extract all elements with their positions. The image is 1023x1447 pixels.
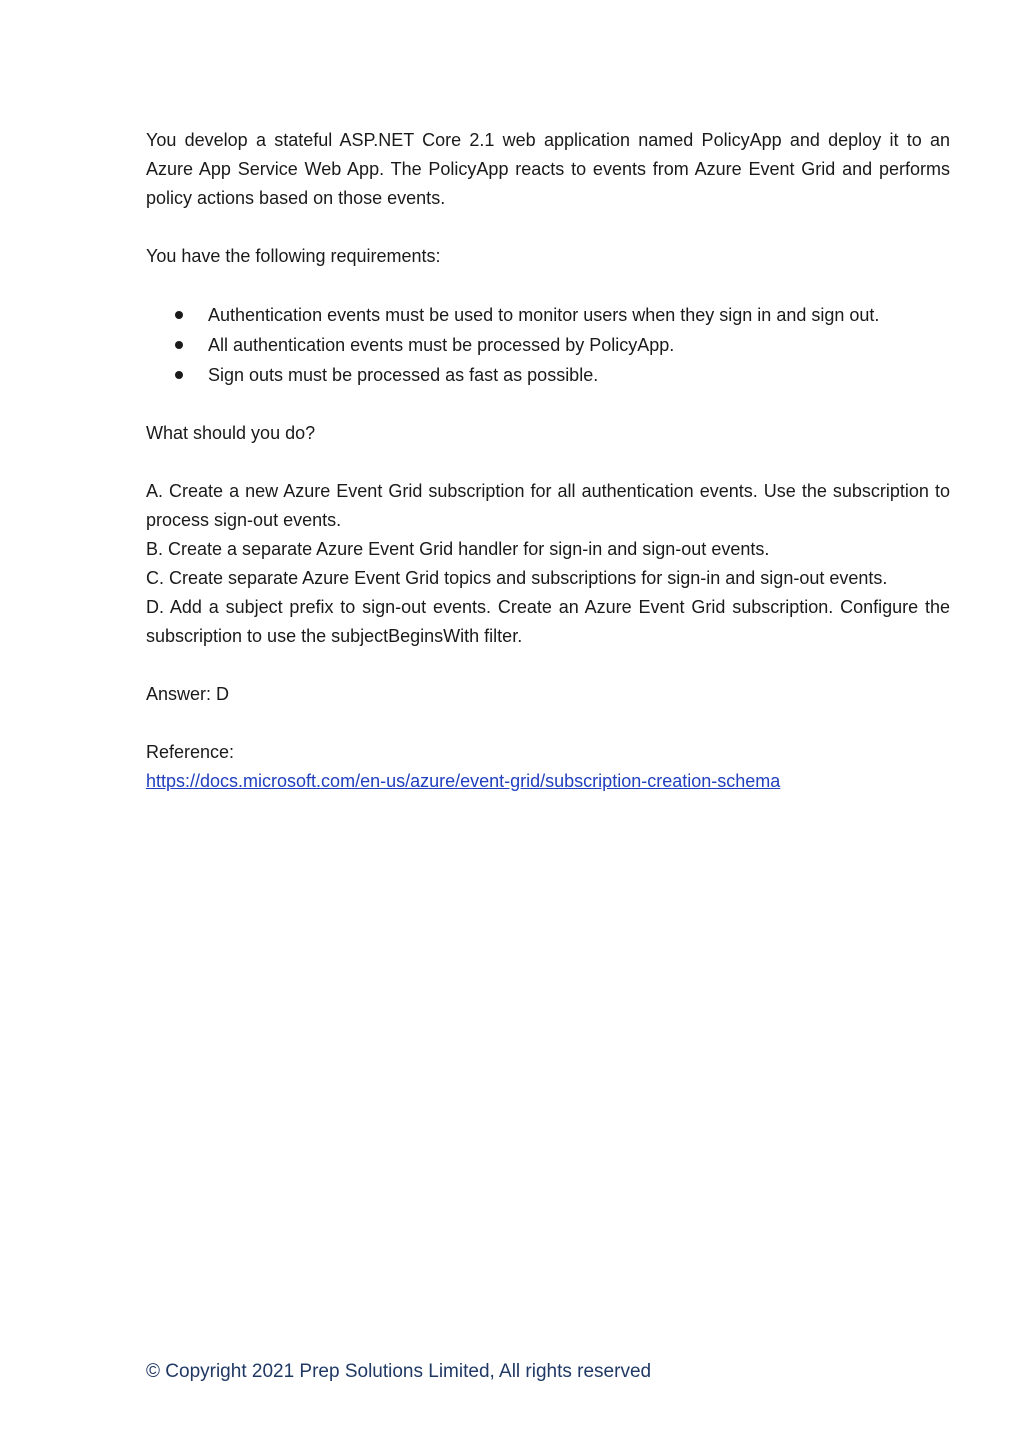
option-c: C. Create separate Azure Event Grid topics and subscriptions for sign-in and sign-out events. bbox=[146, 568, 888, 588]
requirement-text: Authentication events must be used to monitor users when they sign in and sign out. bbox=[208, 305, 880, 325]
list-item bbox=[146, 300, 950, 330]
requirements-heading: You have the following requirements: bbox=[146, 246, 441, 266]
list-item bbox=[146, 360, 950, 390]
question-prompt: What should you do? bbox=[146, 423, 316, 443]
bullet-icon bbox=[175, 341, 183, 349]
option-b: B. Create a separate Azure Event Grid handler for sign-in and sign-out events. bbox=[146, 539, 770, 559]
bullet-icon bbox=[175, 371, 183, 379]
reference-link[interactable]: https://docs.microsoft.com/en-us/azure/event-grid/subscription-creation-schema bbox=[146, 771, 781, 791]
answer: Answer: D bbox=[146, 684, 230, 704]
requirement-text: Sign outs must be processed as fast as possible. bbox=[208, 365, 599, 385]
bullet-icon bbox=[175, 311, 183, 319]
option-d: D. Add a subject prefix to sign-out events. Create an Azure Event Grid subscription. Configure the subscription to use the subjectBeginsWith filter. bbox=[146, 597, 950, 646]
list-item bbox=[146, 330, 950, 360]
copyright-footer: © Copyright 2021 Prep Solutions Limited, All rights reserved bbox=[146, 1361, 652, 1382]
reference-label: Reference: bbox=[146, 742, 235, 762]
requirement-text: All authentication events must be processed by PolicyApp. bbox=[208, 335, 675, 355]
option-a: A. Create a new Azure Event Grid subscription for all authentication events. Use the subscription to process sign-out events. bbox=[146, 481, 950, 530]
question-content bbox=[146, 126, 950, 796]
question-intro: You develop a stateful ASP.NET Core 2.1 web application named PolicyApp and deploy it to an Azure App Service Web App. The PolicyApp reacts to events from Azure Event Grid and performs policy actions based on those events. bbox=[146, 130, 950, 208]
requirements-list bbox=[146, 300, 950, 390]
